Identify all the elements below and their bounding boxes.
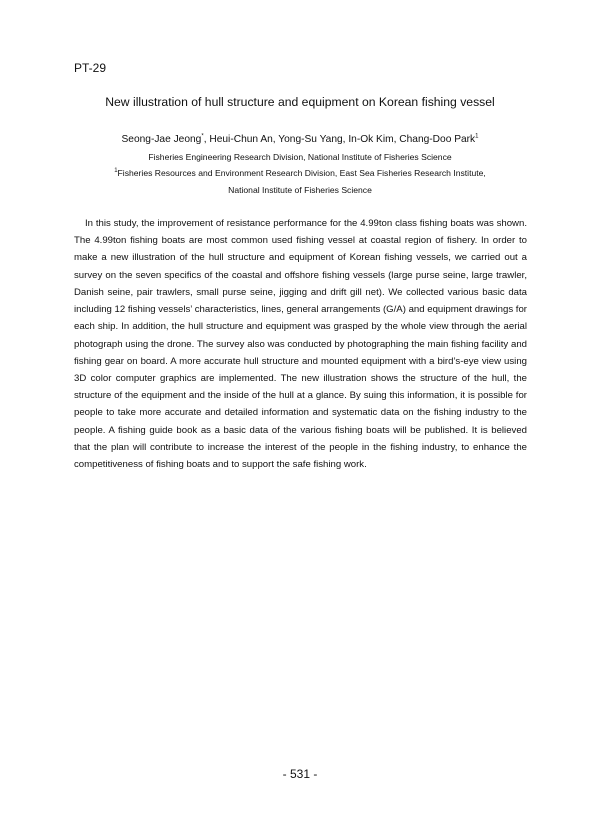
- author-list: [0, 133, 600, 147]
- affiliation-secondary-text: Fisheries Resources and Environment Research Division, East Sea Fisheries Research Institute,: [117, 168, 486, 178]
- affiliation-secondary: [0, 167, 600, 179]
- abstract-paragraph: In this study, the improvement of resistance performance for the 4.99ton class fishing boats was shown. The 4.99ton fishing boats are most common used fishing vessel at coastal region of fishery. In order to make a new illustration of the hull structure and equipment of Korean fishing vessels, we carried out a survey on the seven specifics of the coastal and offshore fishing vessels (large purse seine, large trawler, Danish seine, pair trawlers, small purse seine, jigging and drift gill net). We collected various basic data including 12 fishing vessels’ characteristics, lines, general arrangements (G/A) and equipment drawings for each ship. In addition, the hull structure and equipment was grasped by the whole view through the aerial photograph using the drone. The survey also was conducted by photographing the main fishing facility and fishing gear on board. A more accurate hull structure and mounted equipment with a bird’s-eye view using 3D color computer graphics are implemented. The new illustration shows the structure of the hull, the structure of the equipment and the inside of the hull at a glance. By suing this information, it is possible for people to take more accurate and detailed information and systematic data on the fishing industry to the people. A fishing guide book as a basic data of the various fishing boats will be published. It is believed that the plan will contribute to increase the interest of the people in the fishing industry, to enhance the competitiveness of fishing boats and to support the safe fishing work.: [74, 218, 527, 471]
- corresponding-author-mark: *: [201, 133, 204, 140]
- affiliation-secondary-continued: National Institute of Fisheries Science: [228, 185, 372, 195]
- first-author: Seong-Jae Jeong: [121, 134, 202, 145]
- affiliation-mark: 1: [475, 133, 479, 140]
- paper-title: New illustration of hull structure and equipment on Korean fishing vessel: [105, 95, 495, 109]
- other-authors: , Heui-Chun An, Yong-Su Yang, In-Ok Kim, Chang-Doo Park: [203, 134, 476, 145]
- affiliation-primary: Fisheries Engineering Research Division, National Institute of Fisheries Science: [148, 152, 452, 162]
- paper-code: PT-29: [74, 61, 107, 75]
- page-number: - 531 -: [282, 767, 318, 781]
- affiliation-secondary-mark: 1: [114, 168, 118, 175]
